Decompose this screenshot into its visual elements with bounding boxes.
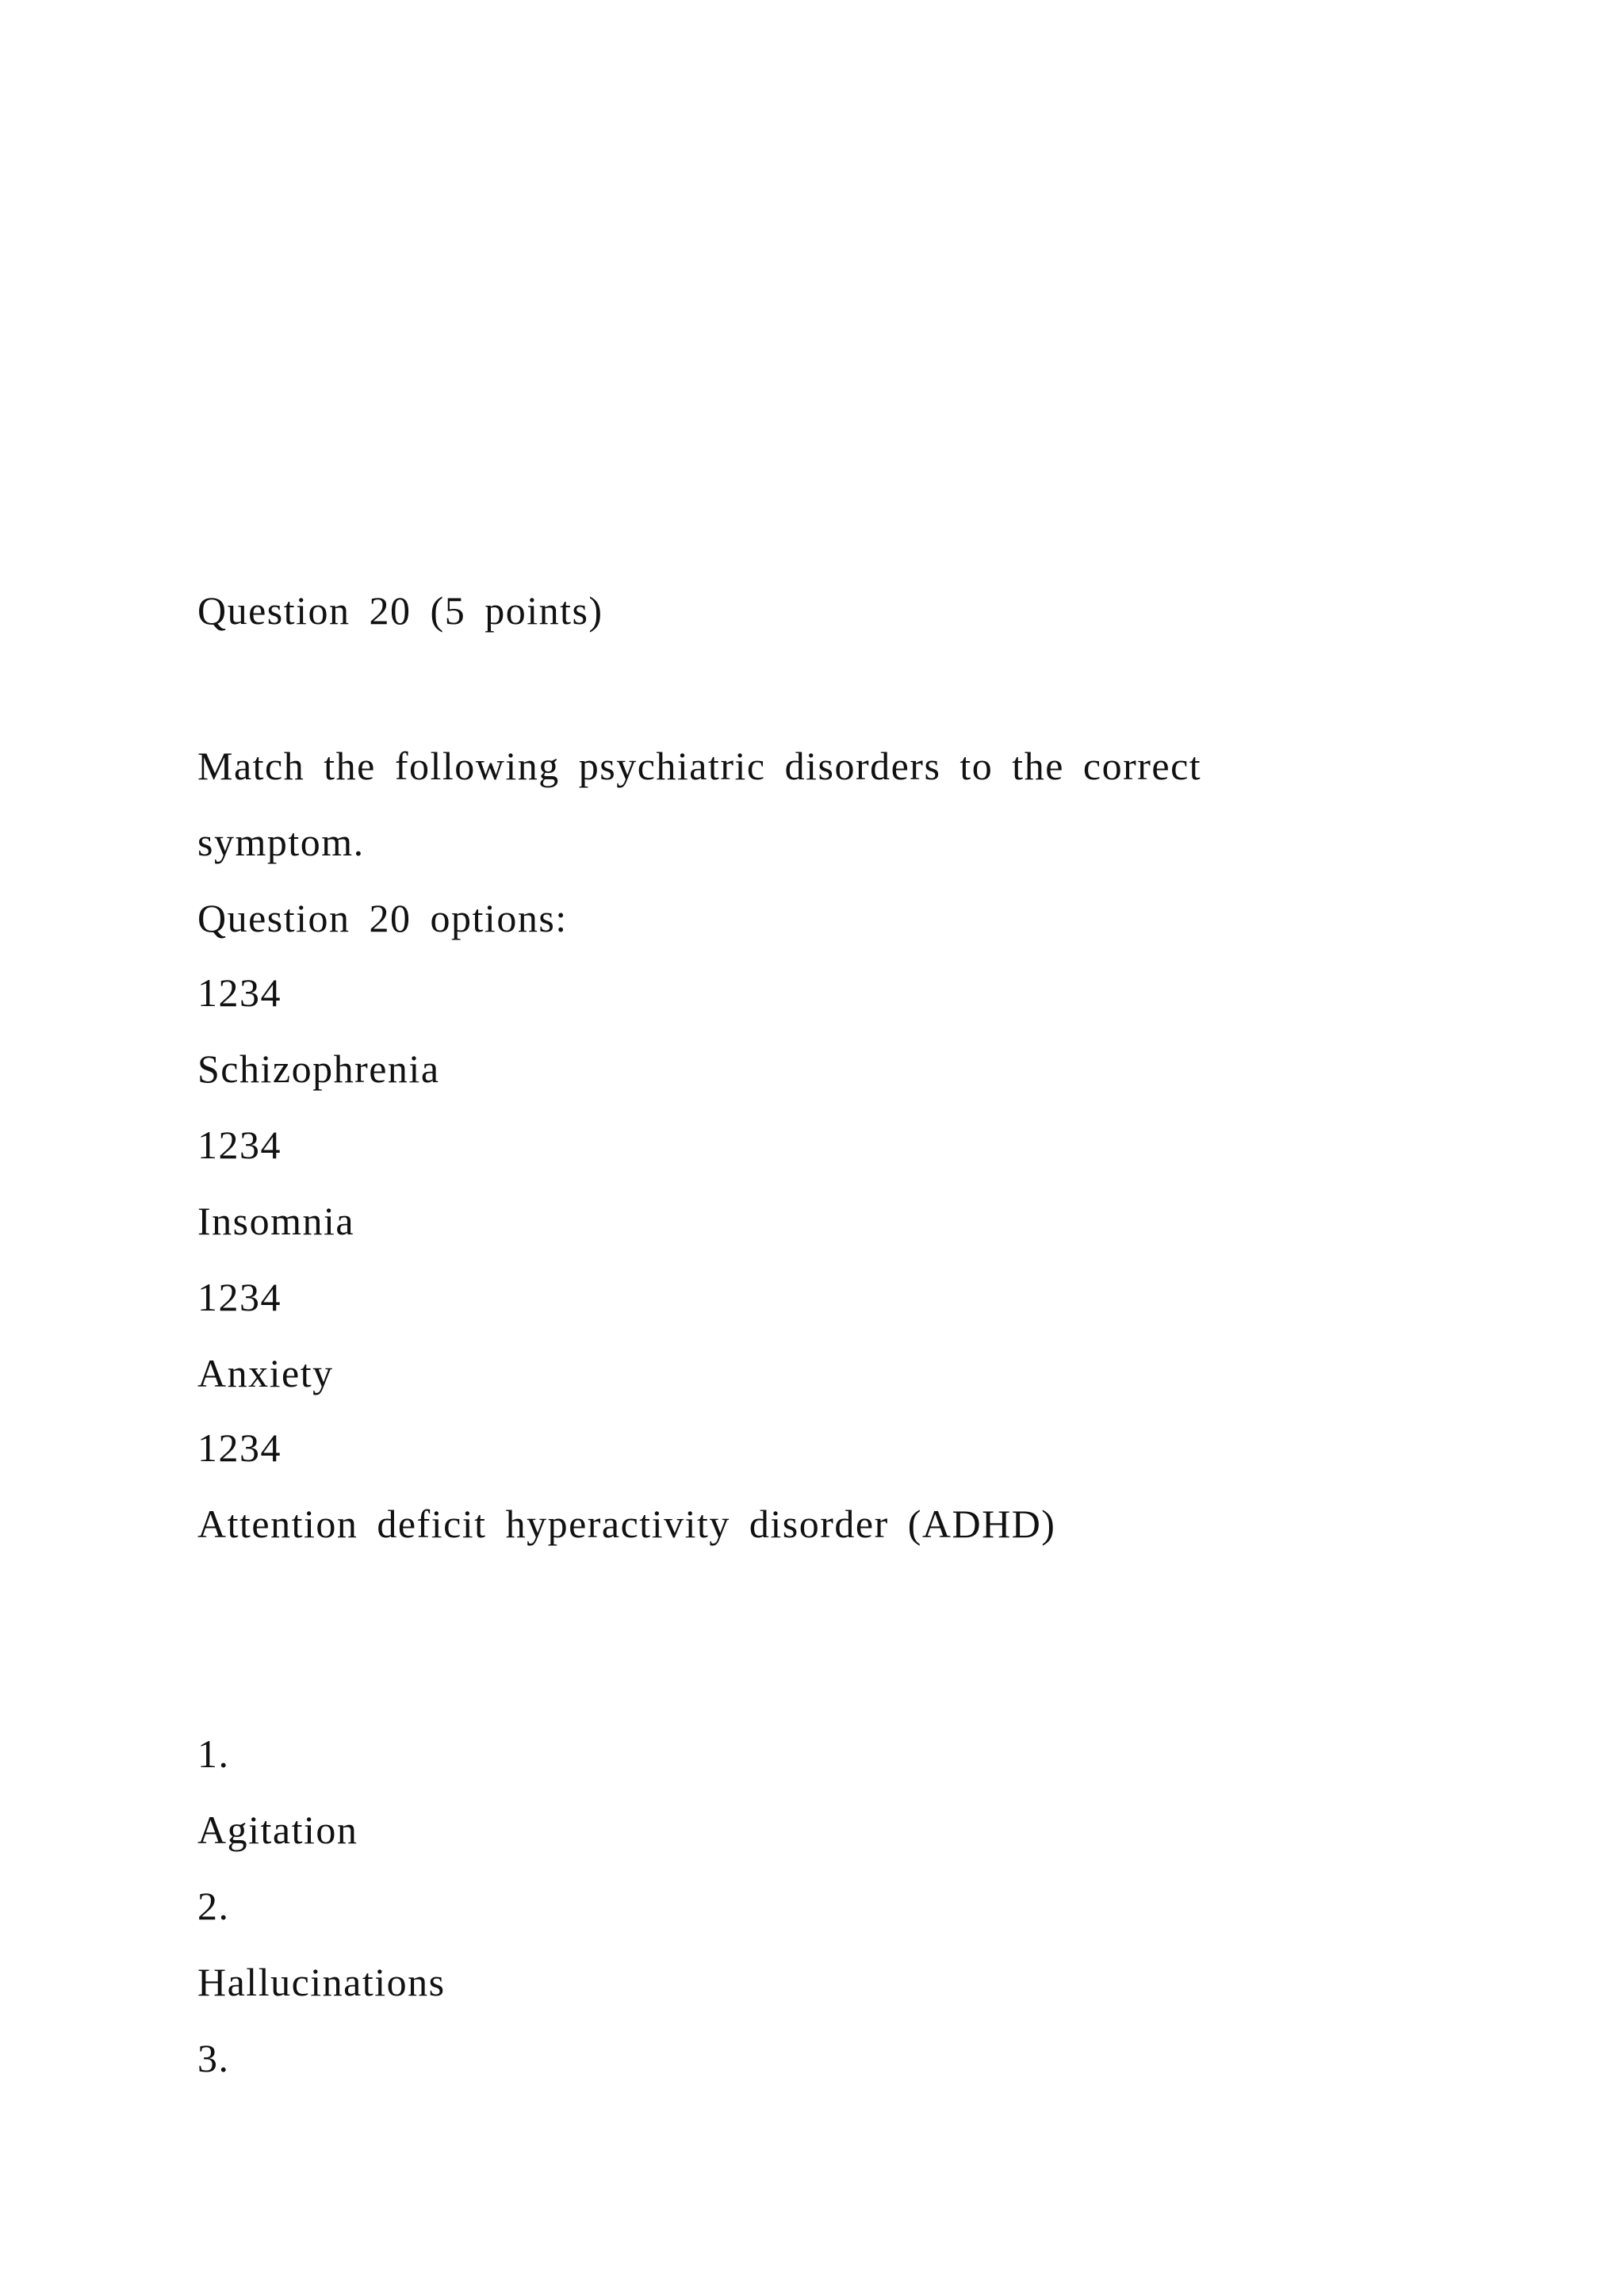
disorder-name-adhd: Attention deficit hyperactivity disorder (ADHD) <box>197 1502 1056 1546</box>
disorder-name-anxiety: Anxiety <box>197 1351 334 1395</box>
question-prompt-line-1: Match the following psychiatric disorders to the correct <box>197 744 1202 788</box>
disorder-choices-3: 1234 <box>197 1275 282 1319</box>
options-label: Question 20 options: <box>197 896 568 940</box>
symptom-number-2: 2. <box>197 1884 230 1928</box>
symptom-number-1: 1. <box>197 1732 230 1776</box>
disorder-name-insomnia: Insomnia <box>197 1199 355 1243</box>
question-prompt-line-2: symptom. <box>197 820 365 864</box>
question-header: Question 20 (5 points) <box>197 588 603 633</box>
symptom-number-3: 3. <box>197 2036 230 2080</box>
disorder-name-schizophrenia: Schizophrenia <box>197 1047 440 1091</box>
symptom-text-agitation: Agitation <box>197 1808 358 1852</box>
symptom-text-hallucinations: Hallucinations <box>197 1960 446 2004</box>
disorder-choices-1: 1234 <box>197 970 282 1015</box>
disorder-choices-2: 1234 <box>197 1123 282 1167</box>
disorder-choices-4: 1234 <box>197 1425 282 1470</box>
